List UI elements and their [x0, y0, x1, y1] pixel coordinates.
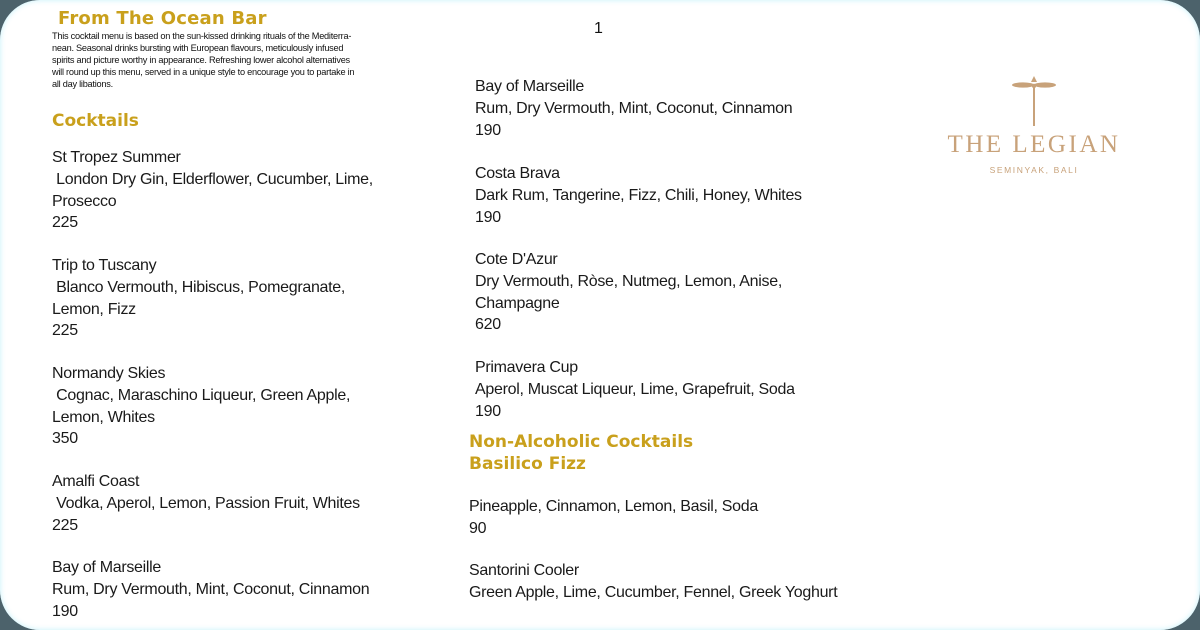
- item-ingredients: Lemon, Fizz: [52, 300, 136, 318]
- item-ingredients: Pineapple, Cinnamon, Lemon, Basil, Soda: [469, 498, 758, 515]
- item-name: Cote D'Azur: [475, 251, 558, 268]
- menu-item: [475, 163, 802, 228]
- intro-line: nean. Seasonal drinks bursting with European flavours, meticulously infused: [52, 43, 344, 53]
- item-ingredients: Vodka, Aperol, Lemon, Passion Fruit, Whites: [52, 494, 360, 512]
- item-ingredients: Rum, Dry Vermouth, Mint, Coconut, Cinnamon: [475, 99, 793, 117]
- menu-item: [52, 147, 373, 234]
- logo-name: THE LEGIAN: [947, 131, 1121, 158]
- non-alcoholic-heading: [469, 431, 693, 475]
- item-ingredients: London Dry Gin, Elderflower, Cucumber, Lime,: [52, 170, 373, 188]
- item-ingredients: Prosecco: [52, 192, 117, 210]
- item-ingredients: Cognac, Maraschino Liqueur, Green Apple,: [52, 386, 351, 404]
- item-price: 190: [475, 402, 501, 420]
- menu-item: [469, 496, 758, 540]
- intro-paragraph: [52, 30, 422, 90]
- menu-item: [52, 471, 360, 536]
- dragonfly-emblem-icon: [1004, 75, 1064, 127]
- menu-item: [475, 249, 782, 336]
- item-name: Bay of Marseille: [52, 559, 162, 576]
- item-ingredients: Aperol, Muscat Liqueur, Lime, Grapefruit, Soda: [475, 380, 795, 398]
- item-ingredients: Champagne: [475, 294, 560, 312]
- menu-item: [475, 76, 792, 141]
- intro-line: will round up this menu, served in a unique style to encourage you to partake in: [52, 67, 355, 77]
- intro-line: all day libations.: [52, 79, 113, 89]
- item-name: Costa Brava: [475, 165, 560, 182]
- item-ingredients: Lemon, Whites: [52, 408, 155, 426]
- menu-title: From The Ocean Bar: [58, 8, 267, 29]
- item-price: 225: [52, 516, 78, 534]
- item-ingredients: Rum, Dry Vermouth, Mint, Coconut, Cinnamon: [52, 580, 370, 598]
- menu-item: [475, 357, 795, 422]
- the-legian-logo: [945, 75, 1123, 175]
- item-price: 190: [475, 121, 501, 139]
- menu-item: [52, 557, 369, 622]
- item-price: 225: [52, 322, 78, 340]
- item-price: 225: [52, 214, 78, 232]
- item-ingredients: Green Apple, Lime, Cucumber, Fennel, Greek Yoghurt: [469, 583, 838, 601]
- item-name: Bay of Marseille: [475, 78, 585, 95]
- logo-subtitle: SEMINYAK, BALI: [989, 165, 1079, 175]
- item-ingredients: Dark Rum, Tangerine, Fizz, Chili, Honey, Whites: [475, 186, 802, 204]
- menu-item: [52, 363, 350, 450]
- menu-item: [52, 255, 345, 342]
- page-number: 1: [594, 20, 603, 37]
- item-price: 350: [52, 430, 78, 448]
- item-name: Normandy Skies: [52, 365, 166, 382]
- item-name: Primavera Cup: [475, 359, 578, 376]
- item-name: Santorini Cooler: [469, 562, 579, 579]
- item-ingredients: Blanco Vermouth, Hibiscus, Pomegranate,: [52, 278, 346, 296]
- item-name: Amalfi Coast: [52, 473, 140, 490]
- cocktails-heading: Cocktails: [52, 111, 139, 131]
- item-ingredients: Dry Vermouth, Ròse, Nutmeg, Lemon, Anise,: [475, 272, 782, 290]
- section-title: Non-Alcoholic Cocktails: [469, 432, 694, 452]
- item-name: St Tropez Summer: [52, 149, 181, 166]
- item-name: Trip to Tuscany: [52, 257, 157, 274]
- item-name: Basilico Fizz: [469, 454, 586, 474]
- item-price: 190: [475, 208, 501, 226]
- menu-item: [469, 560, 837, 604]
- intro-line: spirits and picture worthy in appearance. Refreshing lower alcohol alternatives: [52, 55, 350, 65]
- item-price: 620: [475, 316, 501, 334]
- item-price: 90: [469, 519, 487, 537]
- item-price: 190: [52, 602, 78, 620]
- intro-line: This cocktail menu is based on the sun-kissed drinking rituals of the Mediterra-: [52, 31, 352, 41]
